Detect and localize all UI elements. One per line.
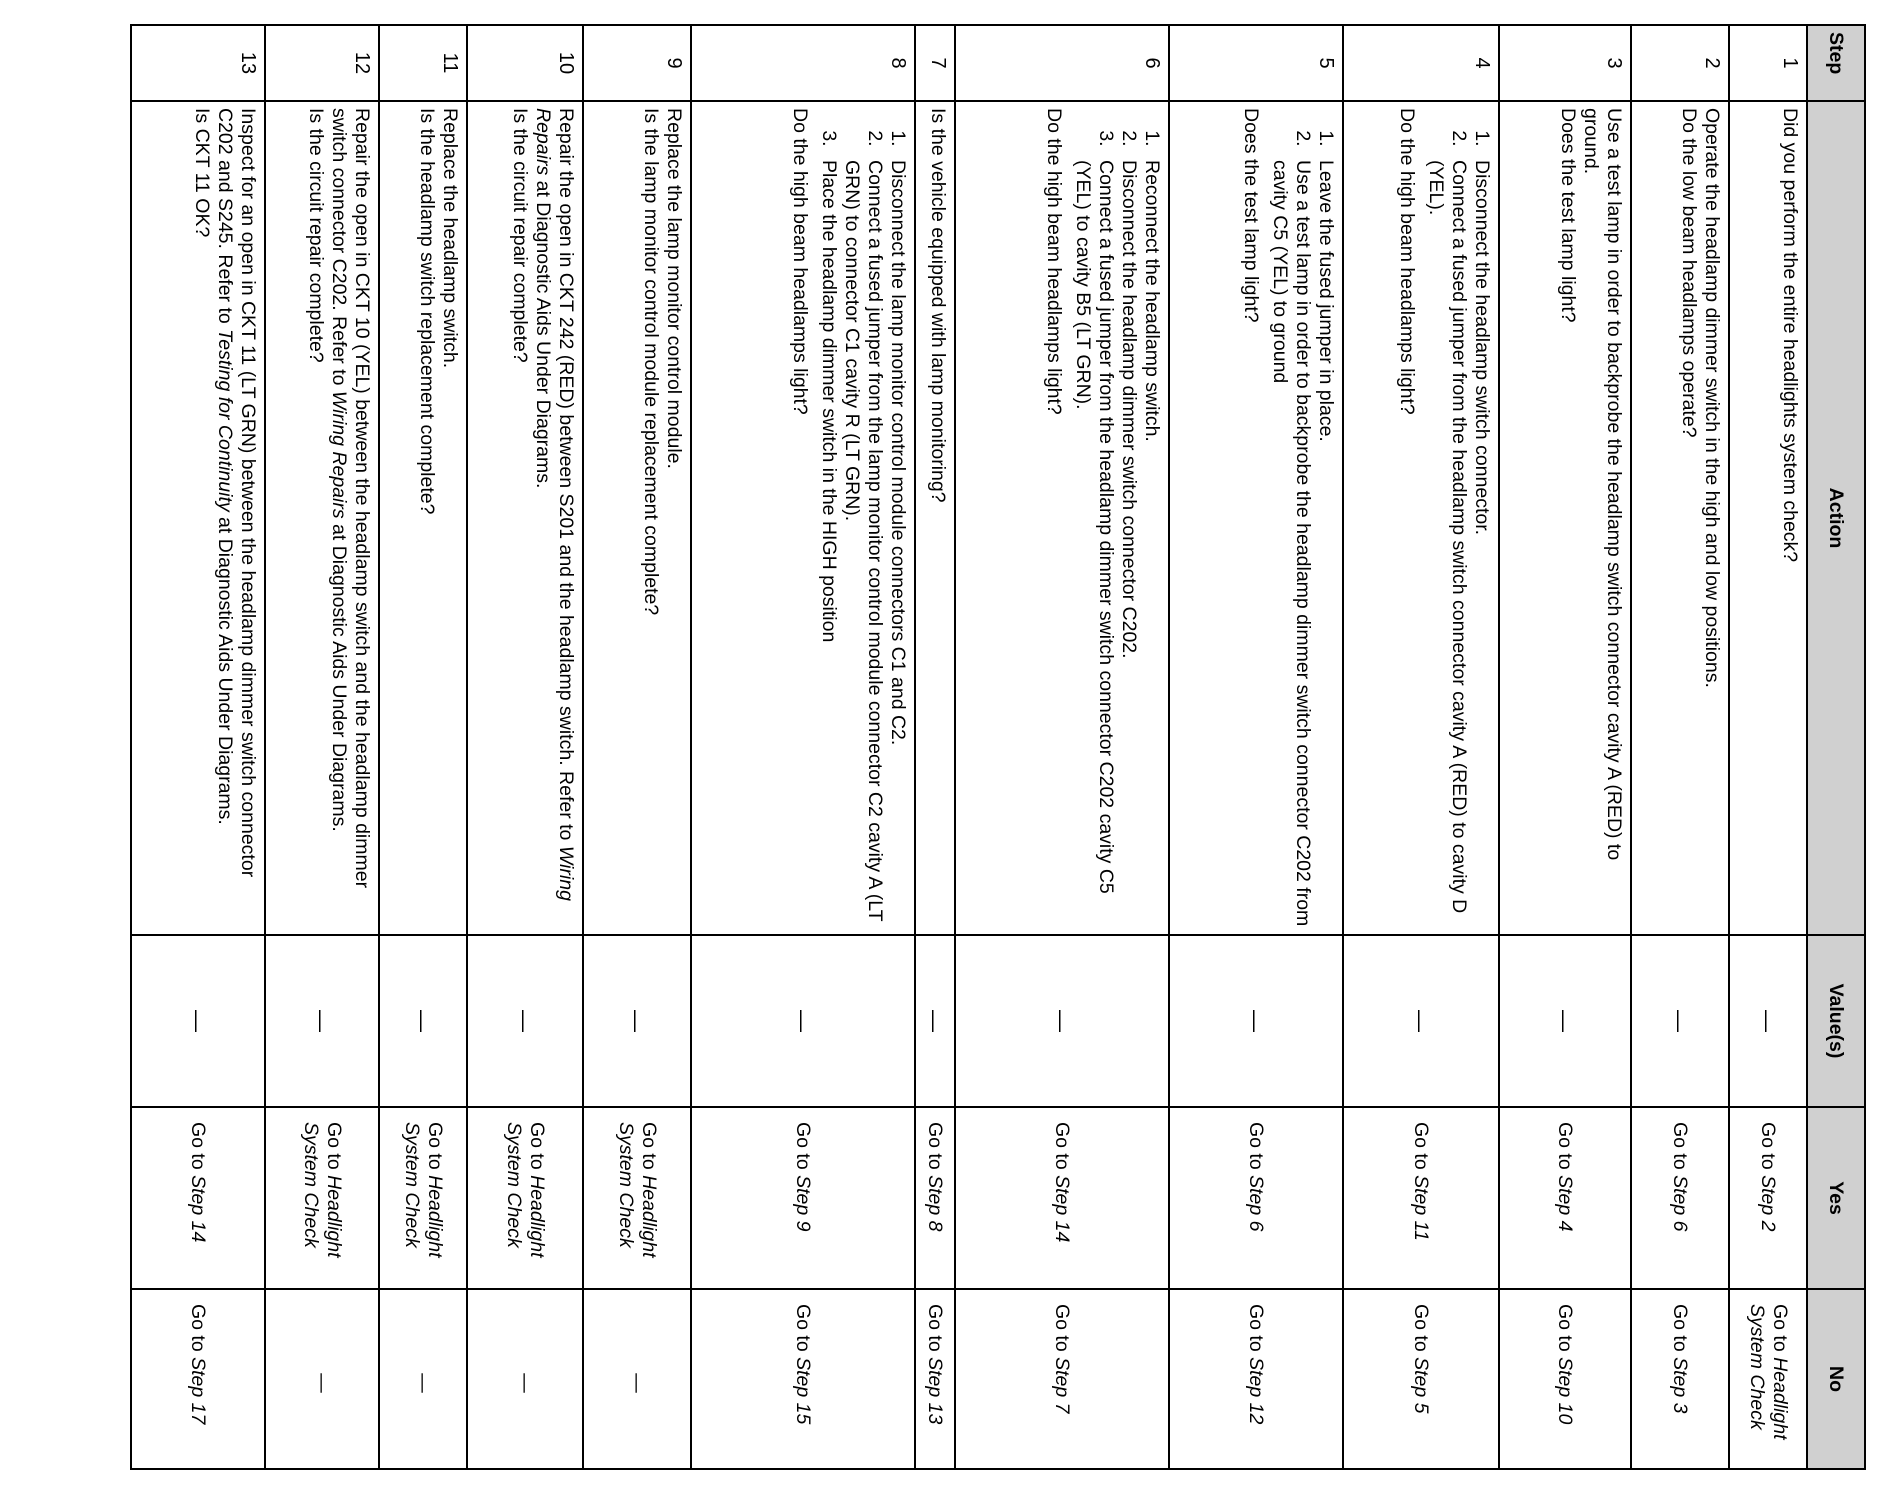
- action-question: Is CKT 11 OK?: [191, 108, 213, 238]
- value-cell: —: [583, 935, 691, 1107]
- yes-cell: [1499, 1107, 1631, 1289]
- yes-go-to: Go to: [1757, 1122, 1780, 1170]
- value-cell: —: [1343, 935, 1499, 1107]
- yes-cell: [1169, 1107, 1343, 1289]
- action-cell: [691, 101, 915, 935]
- yes-go-to: Go to: [638, 1122, 660, 1170]
- yes-go-to: Go to: [526, 1122, 548, 1170]
- step-number: 7: [915, 25, 955, 101]
- no-cell: [1343, 1289, 1499, 1469]
- yes-cell: [131, 1107, 265, 1289]
- no-reference: Step 17: [187, 1357, 210, 1425]
- header-action: Action: [1807, 101, 1865, 935]
- no-go-to: Go to: [924, 1304, 947, 1352]
- no-reference: Step 12: [1245, 1357, 1268, 1425]
- action-cell: [955, 101, 1169, 935]
- action-step: 1. Leave the fused jumper in place.: [1314, 152, 1337, 928]
- repair-location: at Diagnostic Aids Under Diagrams.: [214, 517, 236, 825]
- value-cell: —: [1169, 935, 1343, 1107]
- table-row: [131, 25, 265, 1469]
- yes-reference: Step 9: [792, 1175, 815, 1232]
- action-text: Replace the lamp monitor control module.: [663, 108, 685, 469]
- step-number: 5: [1169, 25, 1343, 101]
- action-question: Is the circuit repair complete?: [509, 108, 531, 363]
- no-cell: [1169, 1289, 1343, 1469]
- action-step: 1. Reconnect the headlamp switch.: [1140, 152, 1163, 928]
- no-cell: [131, 1289, 265, 1469]
- value-cell: —: [1729, 935, 1807, 1107]
- action-steps: [1268, 108, 1337, 928]
- action-question: Is the headlamp switch replacement complete?: [416, 108, 438, 515]
- yes-reference: Step 4: [1554, 1175, 1577, 1232]
- yes-reference: Headlight System Check: [401, 1122, 446, 1258]
- step-number: 3: [1499, 25, 1631, 101]
- step-number: 13: [131, 25, 265, 101]
- step-number: 4: [1343, 25, 1499, 101]
- action-cell: [265, 101, 379, 935]
- action-question: Do the high beam headlamps light?: [789, 108, 811, 415]
- no-go-to: Go to: [1669, 1304, 1692, 1352]
- action-steps: [1424, 108, 1493, 928]
- diagnostic-table: [130, 24, 1866, 1470]
- yes-cell: [1343, 1107, 1499, 1289]
- yes-go-to: Go to: [792, 1122, 815, 1170]
- repair-reference: Wiring Repairs: [532, 108, 577, 901]
- table-row: [1631, 25, 1729, 1469]
- action-question: Do the high beam headlamps light?: [1396, 108, 1418, 415]
- value-cell: —: [691, 935, 915, 1107]
- no-cell: —: [379, 1289, 467, 1469]
- yes-reference: Headlight System Check: [503, 1122, 548, 1258]
- table-row: [1169, 25, 1343, 1469]
- no-cell: [1729, 1289, 1807, 1469]
- action-question: Do the high beam headlamps light?: [1043, 108, 1065, 415]
- action-text: [531, 108, 577, 928]
- repair-text: Inspect for an open in CKT 11 (LT GRN) between the headlamp dimmer switch connector C202 and S245. Refer to: [214, 108, 259, 878]
- action-step: 3. Place the headlamp dimmer switch in the HIGH position: [817, 152, 840, 928]
- yes-cell: [1729, 1107, 1807, 1289]
- yes-cell: [379, 1107, 467, 1289]
- table-row: [379, 25, 467, 1469]
- step-number: 10: [467, 25, 583, 101]
- no-reference: Step 3: [1669, 1357, 1692, 1414]
- no-cell: [915, 1289, 955, 1469]
- no-reference: Step 13: [924, 1357, 947, 1425]
- action-question: Does the test lamp light?: [1240, 108, 1262, 323]
- table-row: [583, 25, 691, 1469]
- action-cell: [1499, 101, 1631, 935]
- action-text: [327, 108, 373, 928]
- step-number: 8: [691, 25, 915, 101]
- no-go-to: Go to: [1769, 1304, 1791, 1352]
- action-cell: [1169, 101, 1343, 935]
- action-step: 2. Connect a fused jumper from the lamp monitor control module connector C2 cavity A (LT GRN) to connector C1 cavity R (LT GRN).: [840, 152, 886, 928]
- yes-go-to: Go to: [1410, 1122, 1433, 1170]
- no-go-to: Go to: [1245, 1304, 1268, 1352]
- header-values: Value(s): [1807, 935, 1865, 1107]
- table-row: [1343, 25, 1499, 1469]
- action-question: Does the test lamp light?: [1557, 108, 1579, 323]
- action-steps: [1071, 108, 1163, 928]
- action-question: Do the low beam headlamps operate?: [1678, 108, 1700, 438]
- yes-cell: [955, 1107, 1169, 1289]
- yes-reference: Step 14: [187, 1175, 210, 1243]
- action-steps: [817, 108, 909, 928]
- action-text: Replace the headlamp switch.: [439, 108, 461, 369]
- no-cell: —: [265, 1289, 379, 1469]
- no-reference: Step 5: [1410, 1357, 1433, 1414]
- no-cell: —: [583, 1289, 691, 1469]
- yes-cell: [583, 1107, 691, 1289]
- table-row: [1729, 25, 1807, 1469]
- yes-reference: Step 11: [1410, 1175, 1433, 1241]
- yes-go-to: Go to: [323, 1122, 345, 1170]
- value-cell: —: [915, 935, 955, 1107]
- action-question: Is the vehicle equipped with lamp monitoring?: [927, 108, 949, 503]
- yes-reference: Step 6: [1669, 1175, 1692, 1232]
- table-row: [1499, 25, 1631, 1469]
- no-go-to: Go to: [1554, 1304, 1577, 1352]
- value-cell: —: [1631, 935, 1729, 1107]
- action-question: Is the circuit repair complete?: [305, 108, 327, 363]
- table-row: [955, 25, 1169, 1469]
- step-number: 1: [1729, 25, 1807, 101]
- yes-cell: [467, 1107, 583, 1289]
- no-reference: Headlight System Check: [1746, 1304, 1791, 1440]
- value-cell: —: [955, 935, 1169, 1107]
- no-go-to: Go to: [1051, 1304, 1074, 1352]
- action-text: Operate the headlamp dimmer switch in the high and low positions.: [1701, 108, 1723, 688]
- yes-go-to: Go to: [1245, 1122, 1268, 1170]
- step-number: 12: [265, 25, 379, 101]
- yes-go-to: Go to: [187, 1122, 210, 1170]
- action-cell: [915, 101, 955, 935]
- no-cell: [1499, 1289, 1631, 1469]
- value-cell: —: [379, 935, 467, 1107]
- action-step: 2. Connect a fused jumper from the headlamp switch connector cavity A (RED) to cavity D (YEL).: [1424, 152, 1470, 928]
- no-cell: [955, 1289, 1169, 1469]
- no-reference: Step 7: [1051, 1357, 1074, 1414]
- yes-go-to: Go to: [924, 1122, 947, 1170]
- table-row: [915, 25, 955, 1469]
- yes-reference: Step 6: [1245, 1175, 1268, 1232]
- value-cell: —: [131, 935, 265, 1107]
- yes-reference: Step 8: [924, 1175, 947, 1232]
- step-number: 9: [583, 25, 691, 101]
- action-step: 1. Disconnect the lamp monitor control module connectors C1 and C2.: [886, 152, 909, 928]
- yes-cell: [915, 1107, 955, 1289]
- header-yes: Yes: [1807, 1107, 1865, 1289]
- header-row: [1807, 25, 1865, 1469]
- action-text: Use a test lamp in order to backprobe the headlamp switch connector cavity A (RED) to ground.: [1580, 108, 1625, 861]
- no-cell: —: [467, 1289, 583, 1469]
- action-step: 1. Disconnect the headlamp switch connector.: [1470, 152, 1493, 928]
- repair-reference: Wiring Repairs: [328, 390, 350, 519]
- no-reference: Step 15: [792, 1357, 815, 1425]
- step-number: 11: [379, 25, 467, 101]
- action-cell: [131, 101, 265, 935]
- no-go-to: Go to: [792, 1304, 815, 1352]
- no-reference: Step 10: [1554, 1357, 1577, 1425]
- action-question: Did you perform the entire headlights system check?: [1779, 108, 1801, 563]
- action-question: Is the lamp monitor control module replacement complete?: [640, 108, 662, 616]
- header-no: No: [1807, 1289, 1865, 1469]
- action-step: 3. Connect a fused jumper from the headlamp dimmer switch connector C202 cavity C5 (YEL) to cavity B5 (LT GRN).: [1071, 152, 1117, 928]
- table-row: [467, 25, 583, 1469]
- yes-cell: [1631, 1107, 1729, 1289]
- yes-go-to: Go to: [424, 1122, 446, 1170]
- step-number: 6: [955, 25, 1169, 101]
- repair-location: at Diagnostic Aids Under Diagrams.: [328, 524, 350, 832]
- diagnostic-table-page: [24, 24, 1866, 1468]
- table-row: [265, 25, 379, 1469]
- value-cell: —: [265, 935, 379, 1107]
- yes-go-to: Go to: [1554, 1122, 1577, 1170]
- yes-cell: [265, 1107, 379, 1289]
- repair-reference: Testing for Continuity: [214, 329, 236, 512]
- action-step: 2. Use a test lamp in order to backprobe the headlamp dimmer switch connector C202 from cavity C5 (YEL) to ground: [1268, 152, 1314, 928]
- yes-go-to: Go to: [1669, 1122, 1692, 1170]
- yes-reference: Step 2: [1757, 1175, 1780, 1232]
- header-step: Step: [1807, 25, 1865, 101]
- yes-reference: Headlight System Check: [615, 1122, 660, 1258]
- action-cell: [1729, 101, 1807, 935]
- no-cell: [691, 1289, 915, 1469]
- yes-go-to: Go to: [1051, 1122, 1074, 1170]
- repair-text: Repair the open in CKT 242 (RED) between S201 and the headlamp switch. Refer to: [555, 108, 577, 841]
- repair-location: at Diagnostic Aids Under Diagrams.: [532, 180, 554, 489]
- action-cell: [1631, 101, 1729, 935]
- action-cell: [583, 101, 691, 935]
- action-cell: [467, 101, 583, 935]
- action-cell: [379, 101, 467, 935]
- yes-cell: [691, 1107, 915, 1289]
- action-cell: [1343, 101, 1499, 935]
- no-go-to: Go to: [1410, 1304, 1433, 1352]
- table-row: [691, 25, 915, 1469]
- repair-text: Repair the open in CKT 10 (YEL) between the headlamp switch and the headlamp dimmer switch connector C202. Refer to: [328, 108, 373, 889]
- value-cell: —: [1499, 935, 1631, 1107]
- action-step: 2. Disconnect the headlamp dimmer switch connector C202.: [1117, 152, 1140, 928]
- step-number: 2: [1631, 25, 1729, 101]
- yes-reference: Step 14: [1051, 1175, 1074, 1243]
- yes-reference: Headlight System Check: [300, 1122, 345, 1258]
- value-cell: —: [467, 935, 583, 1107]
- action-text: [213, 108, 259, 928]
- no-cell: [1631, 1289, 1729, 1469]
- no-go-to: Go to: [187, 1304, 210, 1352]
